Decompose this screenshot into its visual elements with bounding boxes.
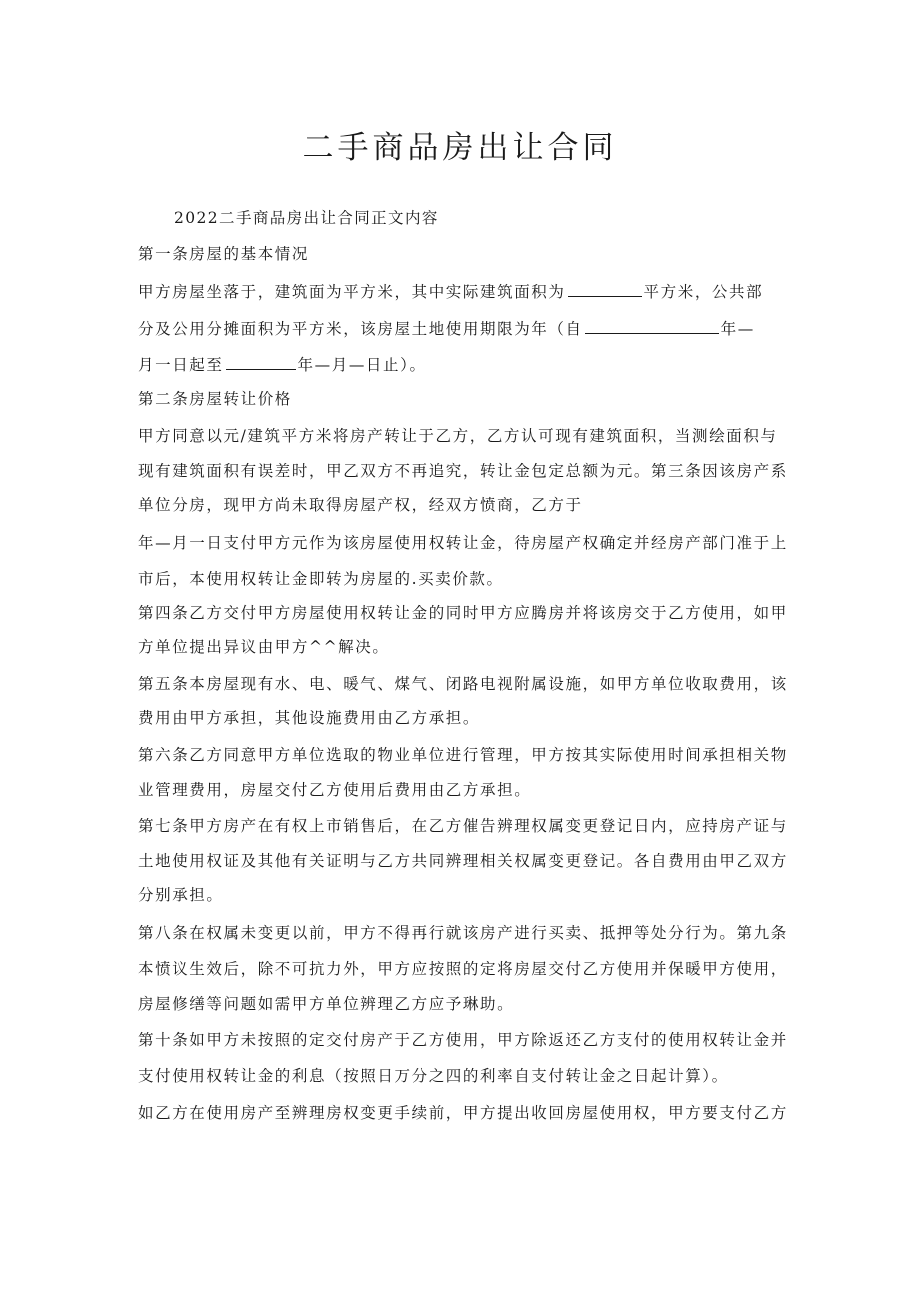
body-line: 如乙方在使用房产至辨理房权变更手续前，甲方提出收回房屋使用权，甲方要支付乙方 xyxy=(138,1104,788,1122)
body-line: 本愤议生效后，除不可抗力外，甲方应按照的定将房屋交付乙方使用并保暖甲方使用， xyxy=(138,960,788,978)
body-line: 现有建筑面积有误差时，甲乙双方不再追究，转让金包定总额为元。第三条因该房产系 xyxy=(138,462,788,480)
body-line: 第七条甲方房产在有权上市销售后，在乙方催告辨理权属变更登记日内，应持房产证与 xyxy=(138,817,788,835)
document-subtitle: 2022二手商品房出让合同正文内容 xyxy=(174,209,439,227)
body-line: 第八条在权属未变更以前，甲方不得再行就该房产进行买卖、抵押等处分行为。第九条 xyxy=(138,924,788,942)
text-segment: 甲方房屋坐落于，建筑面为平方米，其中实际建筑面积为 xyxy=(138,283,566,301)
body-line: 费用由甲方承担，其他设施费用由乙方承担。 xyxy=(138,709,481,727)
fill-blank xyxy=(226,353,296,370)
body-line: 方单位提出异议由甲方^^解决。 xyxy=(138,638,390,656)
body-line: 年—月一日支付甲方元作为该房屋使用权转让金，待房屋产权确定并经房产部门准于上 xyxy=(138,534,788,552)
body-line: 第十条如甲方未按照的定交付房产于乙方使用，甲方除返还乙方支付的使用权转让金并 xyxy=(138,1031,788,1049)
body-line: 房屋修缮等问题如需甲方单位辨理乙方应予琳助。 xyxy=(138,995,515,1013)
body-line: 第四条乙方交付甲方房屋使用权转让金的同时甲方应腾房并将该房交于乙方使用，如甲 xyxy=(138,604,788,622)
text-segment: 分及公用分摊面积为平方米，该房屋土地使用期限为年（自 xyxy=(138,320,583,338)
text-segment: 平方米，公共部 xyxy=(643,283,764,301)
body-line: 市后，本使用权转让金即转为房屋的.买卖价款。 xyxy=(138,570,504,588)
body-line: 甲方同意以元/建筑平方米将房产转让于乙方，乙方认可现有建筑面积，当测绘面积与 xyxy=(138,427,778,445)
fill-blank xyxy=(585,317,719,334)
article-2-heading: 第二条房屋转让价格 xyxy=(138,390,292,408)
fill-blank xyxy=(568,280,642,297)
text-segment: 月一日起至 xyxy=(138,356,224,374)
body-line: 单位分房，现甲方尚未取得房屋产权，经双方愤商，乙方于 xyxy=(138,496,583,514)
body-line: 业管理费用，房屋交付乙方使用后费用由乙方承担。 xyxy=(138,781,532,799)
article-1-line-2 xyxy=(138,317,755,340)
text-segment: 年— xyxy=(720,320,755,338)
article-1-line-3 xyxy=(138,353,427,376)
body-line: 第五条本房屋现有水、电、暖气、煤气、闭路电视附属设施，如甲方单位收取费用，该 xyxy=(138,675,788,693)
body-line: 支付使用权转让金的利息（按照日万分之四的利率自支付转让金之日起计算）。 xyxy=(138,1067,729,1085)
document-title: 二手商品房出让合同 xyxy=(302,130,618,166)
text-segment: 年—月—日止）。 xyxy=(297,356,427,374)
article-1-heading: 第一条房屋的基本情况 xyxy=(138,245,310,263)
body-line: 土地使用权证及其他有关证明与乙方共同辨理相关权属变更登记。各自费用由甲乙双方 xyxy=(138,852,788,870)
article-1-line-1 xyxy=(138,280,763,303)
body-line: 分别承担。 xyxy=(138,886,224,904)
body-line: 第六条乙方同意甲方单位选取的物业单位进行管理，甲方按其实际使用时间承担相关物 xyxy=(138,746,788,764)
